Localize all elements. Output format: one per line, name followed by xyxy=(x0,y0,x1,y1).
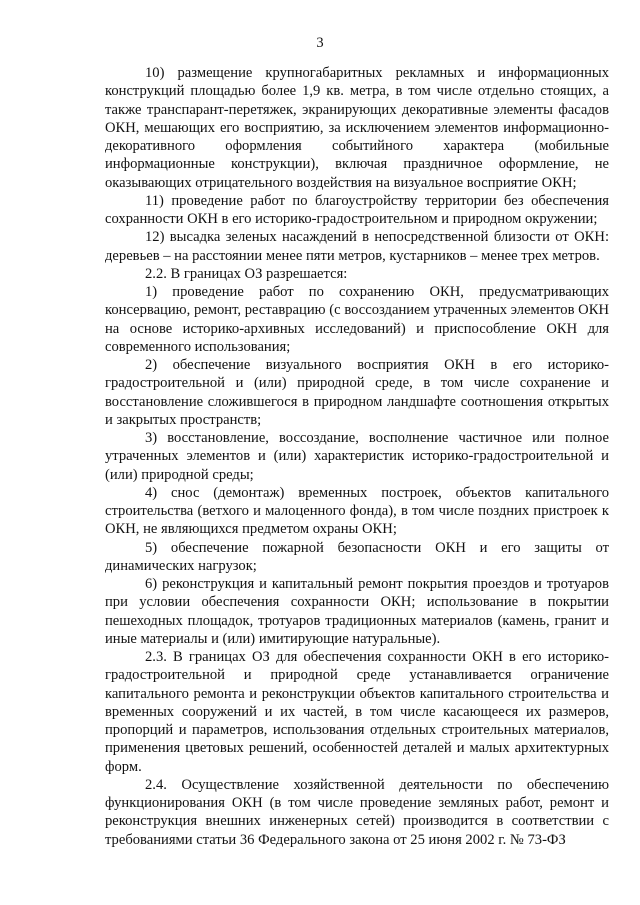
document-body xyxy=(105,64,609,849)
paragraph-allowed-5: 5) обеспечение пожарной безопасности ОКН и его защиты от динамических нагрузок; xyxy=(105,539,609,574)
section-2-2-heading: 2.2. В границах ОЗ разрешается: xyxy=(145,265,348,282)
page-number: 3 xyxy=(316,35,324,51)
paragraph-item-12: 12) высадка зеленых насаждений в непосредственной близости от ОКН: деревьев – на расстоянии менее пяти метров, кустарников – менее трех метров. xyxy=(105,229,609,264)
paragraph-allowed-1: 1) проведение работ по сохранению ОКН, предусматривающих консервацию, ремонт, реставрацию (с воссозданием утраченных элементов ОКН на основе историко-архивных исследований) и приспособление ОКН для современного использования; xyxy=(105,284,609,355)
paragraph-allowed-6: 6) реконструкция и капитальный ремонт покрытия проездов и тротуаров при условии обеспечения сохранности ОКН; использование в покрытии пешеходных площадок, тротуаров традиционных материалов (камень, гранит и иные материалы и (или) имитирующие натуральные). xyxy=(105,576,609,647)
section-2-4-paragraph: 2.4. Осуществление хозяйственной деятельности по обеспечению функционирования ОКН (в том числе проведение земляных работ, ремонт и реконструкция внешних инженерных сетей) производится в соответствии с требованиями статьи 36 Федерального закона от 25 июня 2002 г. № 73-ФЗ xyxy=(105,776,609,848)
paragraph-item-10: 10) размещение крупногабаритных рекламных и информационных конструкций площадью более 1,9 кв. метра, в том числе отдельно стоящих, а также транспарант-перетяжек, экранирующих декоративные элементы фасадов ОКН, мешающих его восприятию, за исключением элементов информационно-декоративного оформления событийного характера (мобильные информационные конструкции), включая праздничное оформление, не оказывающих отрицательного воздействия на визуальное восприятие ОКН; xyxy=(105,65,609,191)
paragraph-allowed-2: 2) обеспечение визуального восприятия ОКН в его историко-градостроительной и (или) природной среде, в том числе сохранение и восстановление сложившегося в природном ландшафте соотношения открытых и закрытых пространств; xyxy=(105,357,609,428)
paragraph-allowed-4: 4) снос (демонтаж) временных построек, объектов капитального строительства (ветхого и малоценного фонда), в том числе поздних пристроек к ОКН, не являющихся предметом охраны ОКН; xyxy=(105,484,609,538)
paragraph-item-11: 11) проведение работ по благоустройству территории без обеспечения сохранности ОКН в его историко-градостроительном и природном окружении; xyxy=(105,192,609,227)
section-2-3-paragraph: 2.3. В границах ОЗ для обеспечения сохранности ОКН в его историко-градостроительной и природной среде устанавливается ограничение капитального ремонта и реконструкции объектов капитального строительства и временных сооружений и их частей, в том числе касающееся их размеров, пропорций и параметров, использования отдельных строительных материалов, применения цветовых решений, особенностей деталей и малых архитектурных форм. xyxy=(105,649,609,775)
paragraph-allowed-3: 3) восстановление, воссоздание, восполнение частичное или полное утраченных элементов и (или) характеристик историко-градостроительной и (или) природной среды; xyxy=(105,430,609,483)
